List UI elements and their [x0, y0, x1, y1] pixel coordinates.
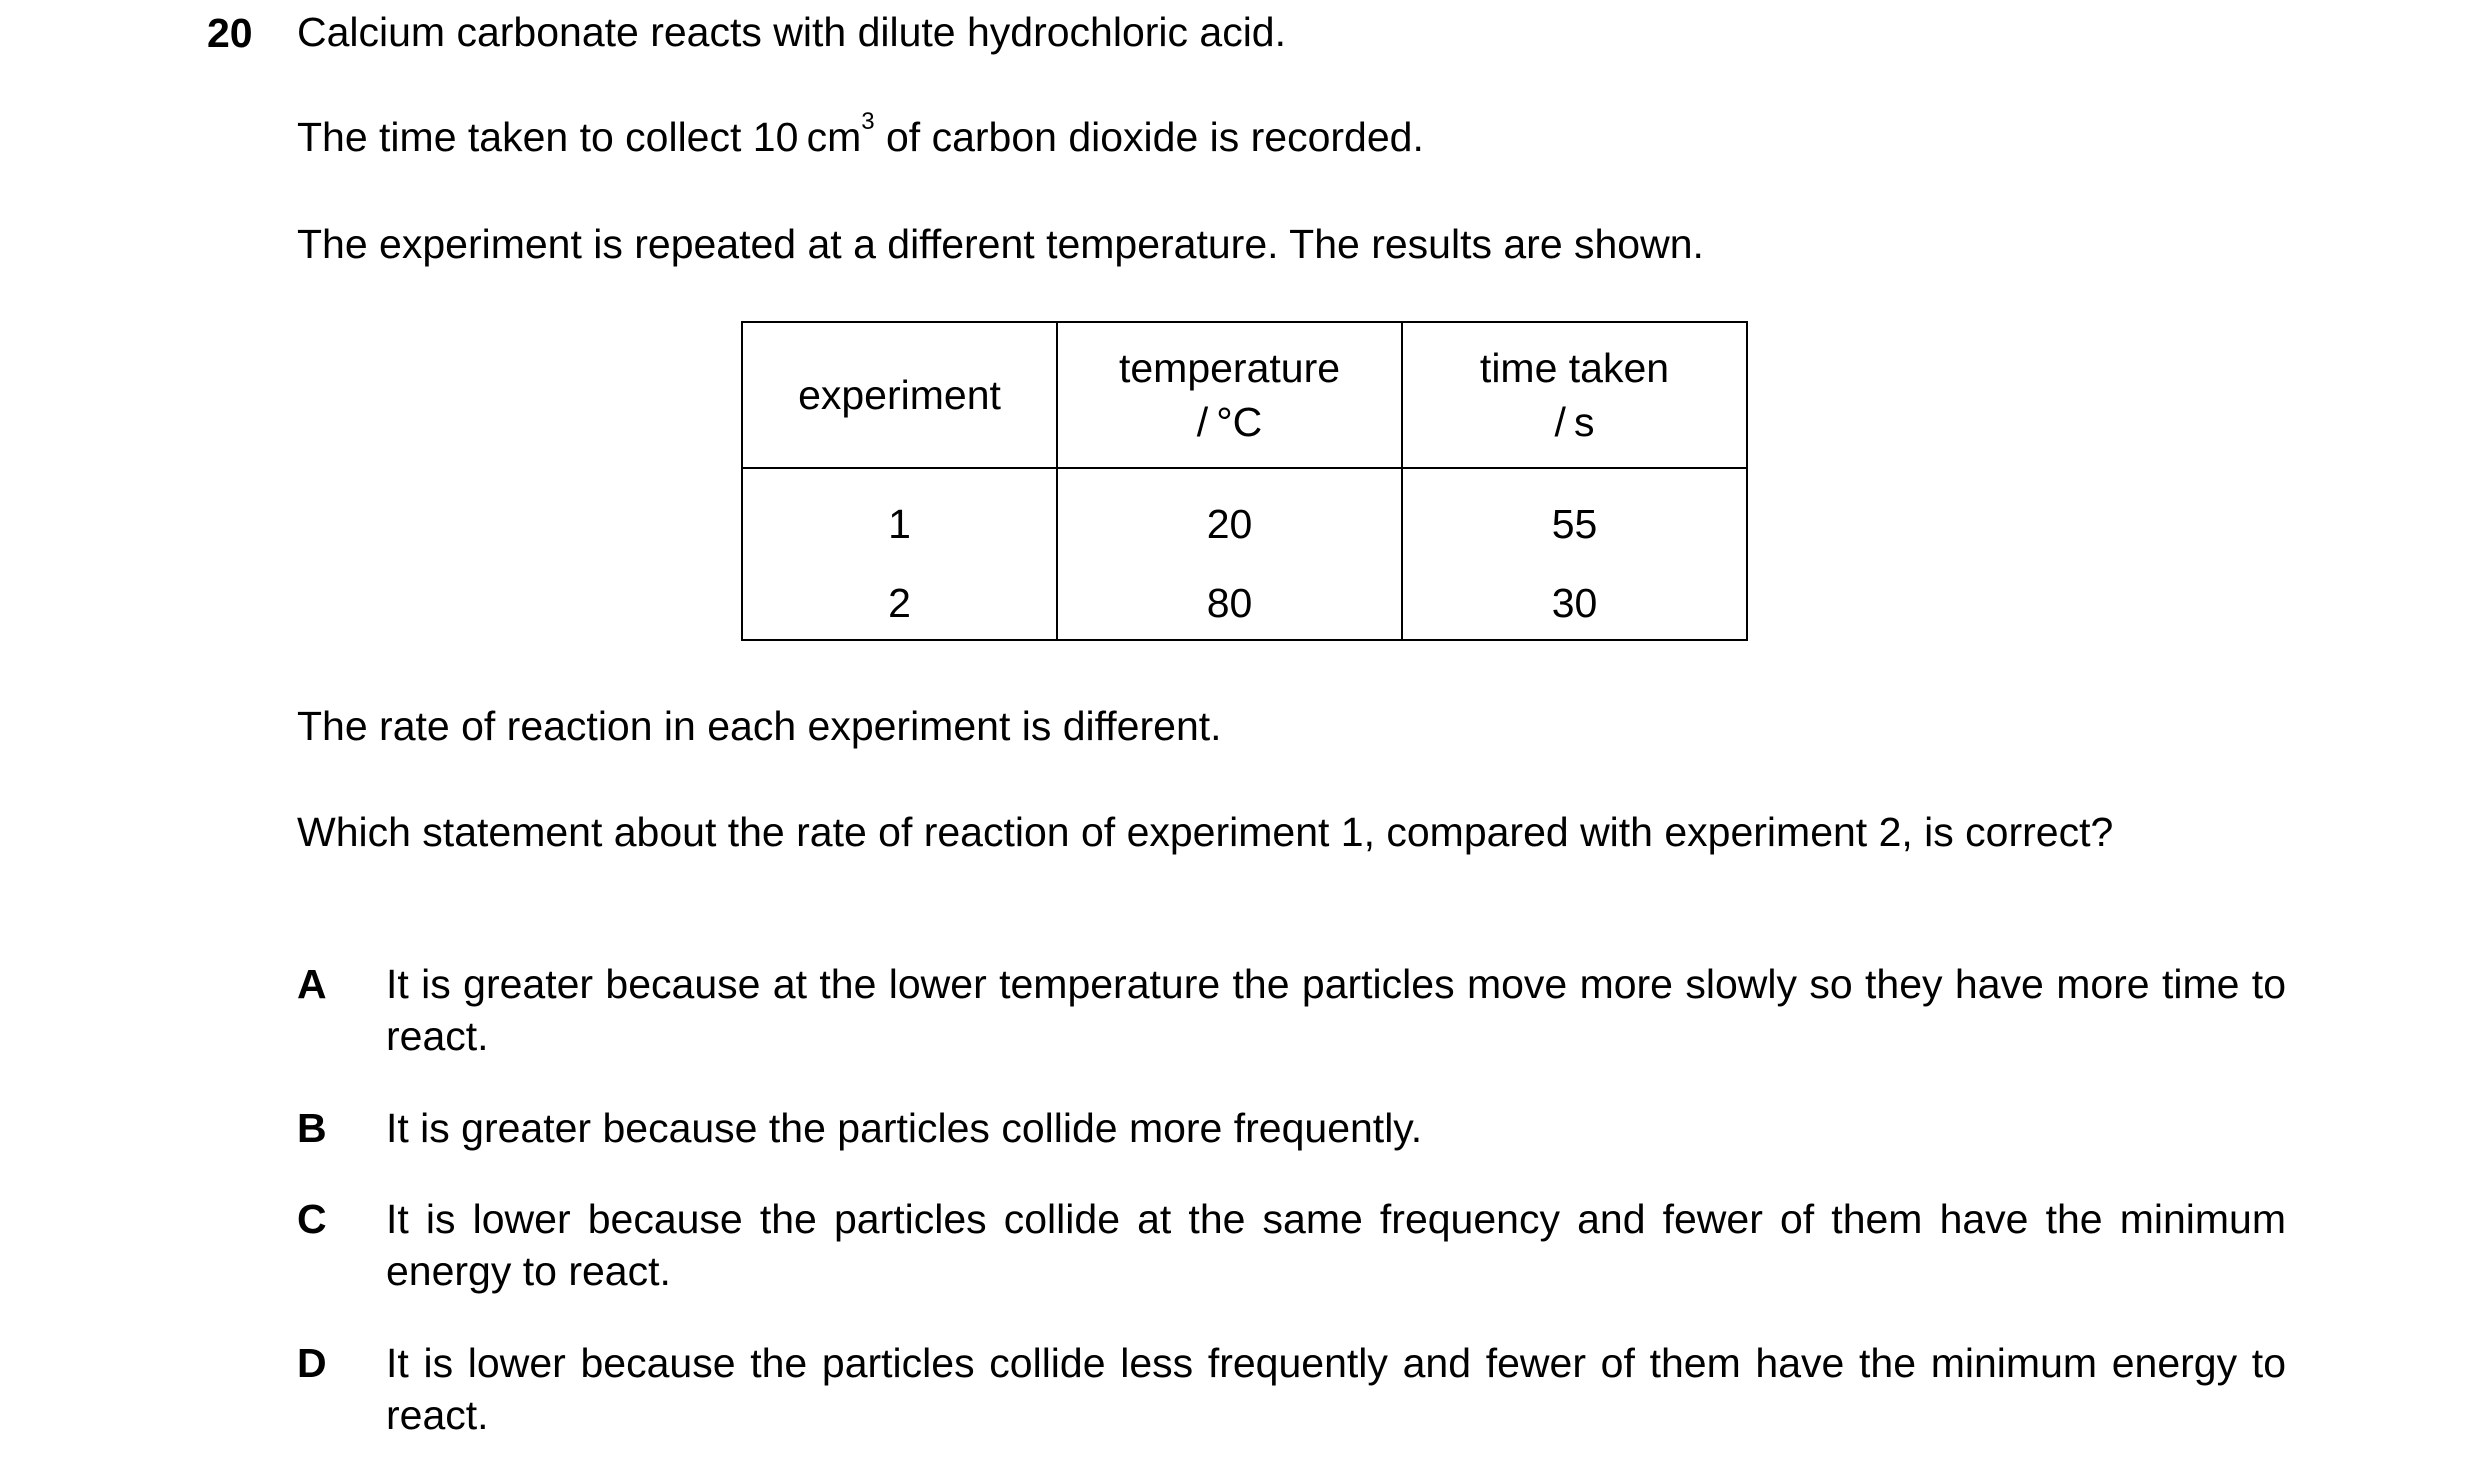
question-prompt: Which statement about the rate of reaction of experiment 1, compared with experiment 2, is correct?: [297, 809, 2114, 855]
question-line-repeat: The experiment is repeated at a different temperature. The results are shown.: [297, 221, 1704, 267]
table-row: [742, 468, 1747, 567]
header-temperature-unit: / °C: [1196, 399, 1263, 445]
option-letter: C: [297, 1196, 327, 1242]
question-line-rate: The rate of reaction in each experiment is different.: [297, 703, 1222, 749]
header-time-unit: / s: [1554, 399, 1595, 445]
header-temperature-label: temperature: [1118, 345, 1341, 391]
volume-text: The time taken to collect 10 cm: [297, 114, 862, 160]
results-table: [741, 321, 1748, 641]
table-cell: 1: [742, 468, 1057, 567]
volume-superscript: 3: [861, 108, 875, 135]
table-cell: 20: [1057, 468, 1402, 567]
table-cell: 30: [1402, 567, 1747, 640]
header-time-label: time taken: [1479, 345, 1670, 391]
option-text: It is greater because at the lower temperature the particles move more slowly so they have more time to react.: [386, 961, 2286, 1059]
table-header-row: [742, 322, 1747, 468]
header-experiment: [742, 322, 1057, 468]
question-number: 20: [207, 10, 253, 56]
header-time: [1402, 322, 1747, 468]
option-text: It is lower because the particles collide at the same frequency and fewer of them have the minimum energy to react.: [386, 1196, 2286, 1294]
table-cell: 80: [1057, 567, 1402, 640]
option-letter: D: [297, 1340, 327, 1386]
option-text: It is greater because the particles collide more frequently.: [386, 1105, 1423, 1151]
question-intro: Calcium carbonate reacts with dilute hydrochloric acid.: [297, 9, 1287, 55]
option-letter: B: [297, 1105, 327, 1151]
option-letter: A: [297, 961, 327, 1007]
option-text: It is lower because the particles collide less frequently and fewer of them have the minimum energy to react.: [386, 1340, 2286, 1438]
question-line-volume: [297, 108, 1424, 163]
volume-text-end: of carbon dioxide is recorded.: [874, 114, 1424, 160]
header-temperature: [1057, 322, 1402, 468]
table-cell: 2: [742, 567, 1057, 640]
header-experiment-label: experiment: [798, 372, 1001, 418]
table-row: [742, 567, 1747, 640]
table-cell: 55: [1402, 468, 1747, 567]
